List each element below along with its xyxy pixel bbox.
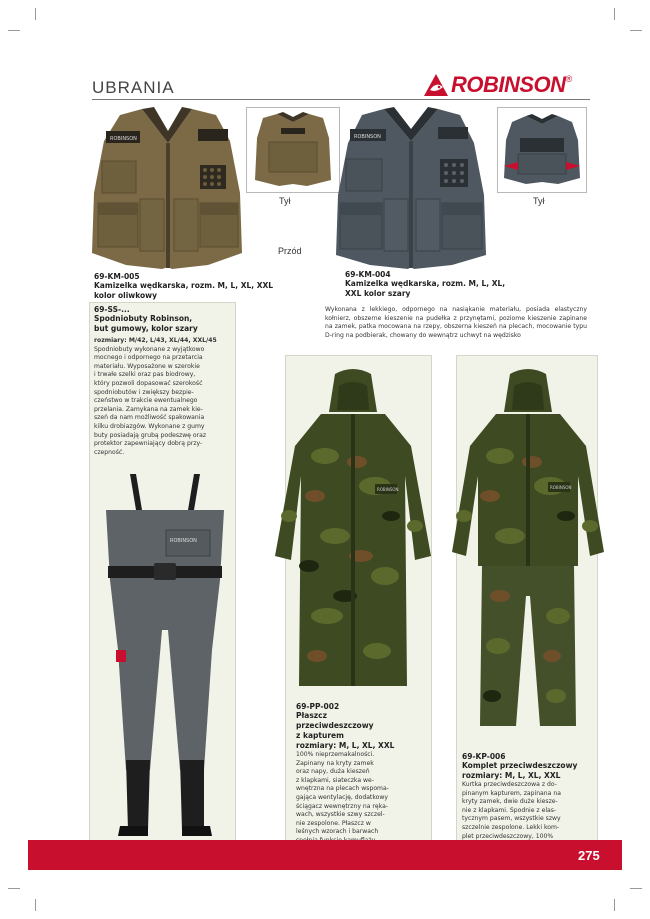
raincoat-photo [265, 366, 440, 706]
crop-mark [614, 8, 615, 20]
crop-mark [35, 8, 36, 20]
raincoat-description-line: wach, wszystkie szwy szczel- [296, 811, 385, 819]
title-rule [92, 99, 590, 100]
brand-registered-mark: ® [565, 74, 573, 84]
waders-description-line: mocnego i odpornego na przetarcia [94, 354, 203, 362]
rain-set-code: 69-KP-006 [462, 752, 506, 761]
olive-vest-name-line: Kamizelka wędkarska, rozm. M, L, XL, XXL [94, 281, 274, 290]
grey-vest-name-line: XXL kolor szary [345, 289, 411, 298]
waders-description-line: buty posiadają grubą podeszwę oraz [94, 431, 207, 439]
rain-set-photo [440, 366, 615, 741]
rain-set-sizes: rozmiary: M, L, XL, XXL [462, 771, 561, 780]
grey-vest-description: Wykonana z lekkiego, odpornego na nasiąkanie materiału, posiada elastyczny kołnierz, obszerne kieszenie na pudełka z przynętami, poziome kieszenie zapinane na zamek, patka mocowana na rzepy, obszerna kieszeń na plecach, mocowanie typu D-ring na podbierak, chowany do wewnątrz uchwyt na wędzisko [325, 306, 587, 339]
waders-sizes: rozmiary: M/42, L/43, XL/44, XXL/45 [94, 337, 217, 344]
brand-logo [422, 72, 592, 98]
footer-band [28, 840, 622, 870]
rain-set-name: Komplet przeciwdeszczowy [462, 761, 578, 770]
raincoat-description-line: leśnych wzorach i barwach [296, 828, 379, 836]
olive-vest-caption [94, 272, 274, 301]
olive-vest-back-label: Tył [279, 196, 291, 206]
raincoat-description-line: ściągacz wewnętrzny na ręka- [296, 802, 389, 810]
crop-mark [630, 888, 642, 889]
waders-description-line: czepność. [94, 448, 125, 456]
crop-mark [630, 30, 642, 31]
robinson-fish-logo-icon [422, 72, 450, 98]
raincoat-description-line: nie zespolone. Płaszcz w [296, 819, 371, 827]
grey-vest-back-label: Tył [533, 196, 545, 206]
brand-name: ROBINSON [451, 72, 566, 97]
crop-mark [35, 899, 36, 911]
olive-vest-name-line: kolor oliwkowy [94, 291, 157, 300]
raincoat-name-line: z kapturem [296, 731, 344, 740]
waders-description-line: czeństwo w trakcie ewentualnego [94, 397, 198, 405]
crop-mark [8, 30, 20, 31]
section-title: UBRANIA [92, 78, 175, 97]
rain-set-description-line: pinanym kapturem, zapinana na [462, 789, 561, 797]
waders-description-line: kilku drobiazgów. Wykonane z gumy [94, 422, 205, 430]
waders-description-line: protektor zapewniający dobrą przy- [94, 440, 203, 448]
svg-text:ROBINSON: ROBINSON [170, 538, 197, 544]
rain-set-description-line: plet przeciwdeszczowy, 100% [462, 832, 554, 840]
rain-set-text [462, 752, 594, 850]
grey-vest-front-photo [322, 103, 500, 270]
rain-set-description-line: kryty zamek, dwie duże kiesze- [462, 798, 558, 806]
waders-description-line: spodniobutów i zwiększy bezpie- [94, 388, 194, 396]
rain-set-description-line: tycznym pasem, wszystkie szwy [462, 815, 561, 823]
rain-set-description-line: szczelnie zespolone. Lekki kom- [462, 823, 560, 831]
raincoat-text [296, 702, 426, 854]
crop-mark [8, 888, 20, 889]
raincoat-code: 69-PP-002 [296, 702, 340, 711]
svg-text:ROBINSON: ROBINSON [110, 136, 137, 142]
waders-description-line: szeń da nam możliwość spakowania [94, 414, 205, 422]
waders-code: 69-SS-... [94, 305, 130, 314]
waders-photo [96, 470, 234, 842]
waders-text [94, 305, 232, 457]
olive-vest-front-photo [80, 103, 255, 270]
raincoat-sizes: rozmiary: M, L, XL, XXL [296, 741, 395, 750]
crop-mark [614, 899, 615, 911]
waders-description-line: materiału. Wyposażone w szerokie [94, 362, 200, 370]
raincoat-name-line: przeciwdeszczowy [296, 721, 374, 730]
grey-vest-caption [345, 270, 525, 299]
raincoat-description-line: oraz napy, duża kieszeń [296, 768, 370, 776]
raincoat-description-line: Zapinany na kryty zamek [296, 759, 374, 767]
grey-vest-code: 69-KM-004 [345, 270, 391, 279]
svg-text:ROBINSON: ROBINSON [354, 134, 381, 140]
page-number: 275 [578, 848, 600, 863]
waders-description-line: i trwałe szelki oraz pas biodrowy, [94, 371, 196, 379]
rain-set-description-line: Kurtka przeciwdeszczowa z do- [462, 781, 557, 788]
waders-name-line: but gumowy, kolor szary [94, 324, 198, 333]
raincoat-material: 100% nieprzemakalności. [296, 751, 375, 758]
olive-vest-front-label: Przód [278, 246, 302, 256]
raincoat-name-line: Płaszcz [296, 711, 327, 720]
svg-text:ROBINSON: ROBINSON [550, 485, 572, 490]
svg-text:ROBINSON: ROBINSON [377, 487, 399, 492]
grey-vest-back-photo-frame [497, 107, 587, 193]
grey-vest-back-photo [498, 108, 586, 192]
raincoat-description-line: wnętrzna na plecach wspoma- [296, 785, 389, 793]
waders-description-line: który pozwoli dopasować szerokość [94, 379, 203, 387]
raincoat-description-line: gająca wentylację, dodatkowy [296, 793, 388, 801]
waders-description-line: przelania. Zamykana na zamek kie- [94, 405, 203, 413]
olive-vest-code: 69-KM-005 [94, 272, 140, 281]
rain-set-description-line: nie z klapkami. Spodnie z elas- [462, 806, 557, 814]
waders-description-line: Spodniobuty wykonane z wyjątkowo [94, 345, 205, 353]
raincoat-description-line: z klapkami, siateczka we- [296, 776, 374, 784]
waders-name-line: Spodniobuty Robinson, [94, 314, 193, 323]
grey-vest-name-line: Kamizelka wędkarska, rozm. M, L, XL, [345, 279, 506, 288]
